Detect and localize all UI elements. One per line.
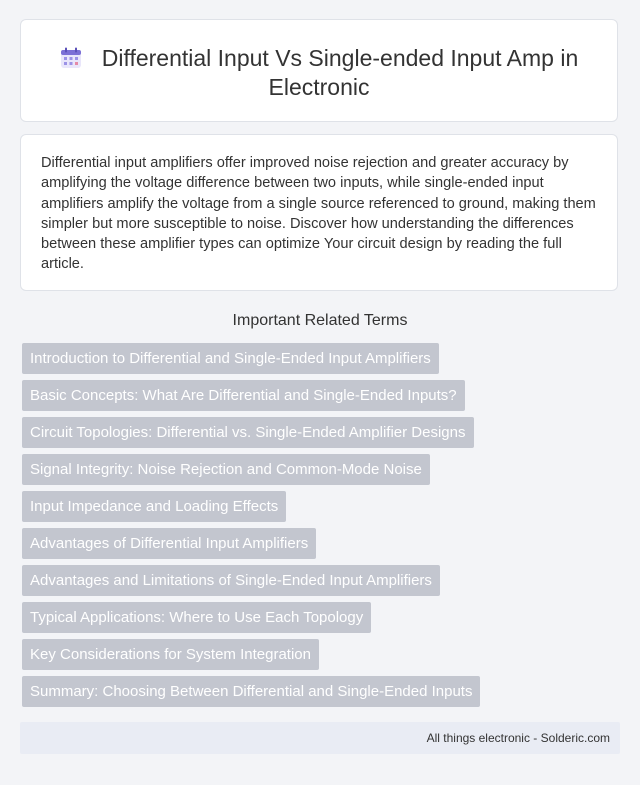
page-title-text: Differential Input Vs Single-ended Input Amp in Electronic <box>101 45 579 100</box>
related-term-label[interactable]: Typical Applications: Where to Use Each Topology <box>22 602 371 633</box>
calendar-grid-icon <box>60 47 82 69</box>
related-terms-heading: Important Related Terms <box>232 312 408 329</box>
related-term-label[interactable]: Circuit Topologies: Differential vs. Single-Ended Amplifier Designs <box>22 417 474 448</box>
footer-text: All things electronic - Solderic.com <box>426 731 610 745</box>
related-term-label[interactable]: Introduction to Differential and Single-Ended Input Amplifiers <box>22 343 439 374</box>
description-card <box>20 134 618 291</box>
related-term-label[interactable]: Input Impedance and Loading Effects <box>22 491 286 522</box>
related-term-label[interactable]: Key Considerations for System Integration <box>22 639 319 670</box>
related-term-item[interactable] <box>22 565 622 596</box>
description-text: Differential input amplifiers offer improved noise rejection and greater accuracy by amplifying the voltage difference between two inputs, while single-ended input amplifiers amplify the voltage from a single source referenced to ground, making them simpler but more susceptible to noise. Discover how understanding the differences between these amplifier types can optimize Your circuit design by reading the full article. <box>41 155 596 273</box>
related-term-item[interactable] <box>22 602 622 633</box>
related-terms-list <box>22 343 622 713</box>
page-title <box>21 44 617 102</box>
title-card <box>20 19 618 122</box>
footer <box>20 722 620 754</box>
related-term-item[interactable] <box>22 676 622 707</box>
related-term-label[interactable]: Advantages and Limitations of Single-Ended Input Amplifiers <box>22 565 440 596</box>
related-term-label[interactable]: Basic Concepts: What Are Differential and Single-Ended Inputs? <box>22 380 465 411</box>
related-term-item[interactable] <box>22 454 622 485</box>
related-term-label[interactable]: Summary: Choosing Between Differential and Single-Ended Inputs <box>22 676 480 707</box>
related-term-item[interactable] <box>22 639 622 670</box>
related-term-item[interactable] <box>22 417 622 448</box>
related-term-item[interactable] <box>22 528 622 559</box>
related-term-item[interactable] <box>22 380 622 411</box>
related-term-item[interactable] <box>22 491 622 522</box>
related-term-label[interactable]: Signal Integrity: Noise Rejection and Common-Mode Noise <box>22 454 430 485</box>
related-term-item[interactable] <box>22 343 622 374</box>
related-term-label[interactable]: Advantages of Differential Input Amplifiers <box>22 528 316 559</box>
